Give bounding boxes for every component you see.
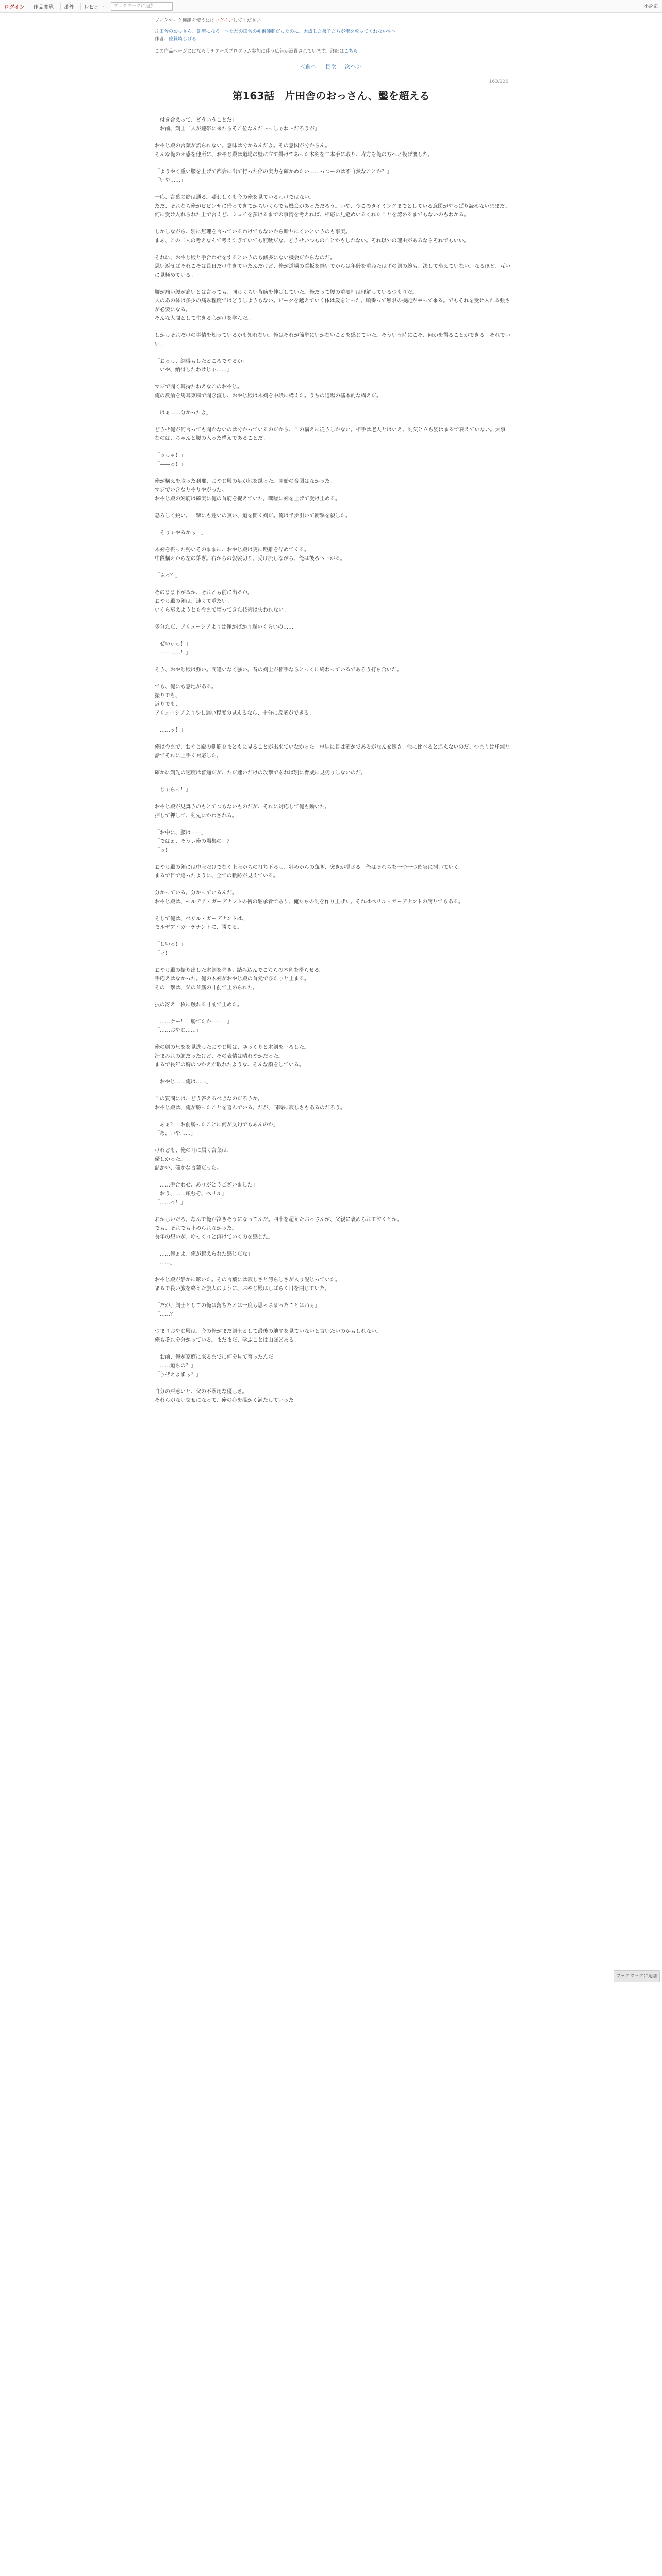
- ad-detail-link[interactable]: こちら: [344, 49, 358, 54]
- prev-link[interactable]: ＜前へ: [300, 64, 317, 70]
- story-paragraph: 技の冴え一枚に触れる寸前で止めた。: [155, 1002, 242, 1008]
- story-paragraph: 「付き合えって、どういうことだ」 「お前、剣士二人が連帯に来たらそこ位なんだ～っしゃね～だろうが」: [155, 117, 320, 132]
- story-paragraph: マジで聞く耳持たねえなこのおやじ。 俺の反論を馬耳東風で聞き流し、おやじ殿は木剣を中段に構えた。うちの道場の基本的な構えだ。: [155, 384, 382, 399]
- story-paragraph: 一応、言葉の筋は通る。疑わしくも今の俺を見ているわけではない。 ただ、それなら俺がビビンザに帰ってきてからいくらでも機会があっただろう。いや、今このタイミングまでとしている意図がやっぱり読めないままだ。何に受け入れられた上で言えど、ミュイを預けるまでの事情を考えれば、相応に見定めいるくれたことを認めるまでもないのもわかる。: [155, 195, 510, 218]
- ad-notice: この作品ページにはなろうチアーズプログラム参加に伴う広告が設置されています。詳細はこちら: [155, 49, 358, 54]
- story-paragraph: つまりおやじ殿は、今の俺がまだ剣士として最後の地平を見ていないと言いたいのかもしれない。 俺もそれを分かっている。まだまだ、学ぶことは山ほどある。: [155, 1329, 382, 1343]
- story-paragraph: 「おやじ……俺は……」: [155, 1079, 211, 1085]
- story-paragraph: 腰が痛い腰が痛いとは言っても、同じくらい背筋を伸ばしていた。俺だって腰の重要性は理解しているつもりだ。 人のあの体は多少の痛み程度ではどうしようもない。ピークを越えていく体は歳をとった。順番って無限の機能がやって来る。でもそれを受け入れる強さが必要になる。 そんな人間として生きる心がけを学んだ。: [155, 290, 510, 321]
- story-paragraph: 「……ッ！」: [155, 727, 186, 733]
- bookmark-side-button[interactable]: ブックマークに追加: [614, 1970, 660, 1982]
- login-notice-link[interactable]: ログイン: [214, 18, 233, 23]
- story-paragraph: 「お中に、腰は――」 「ではぁ、そうぃ俺の場集の！？」 「っ！」: [155, 830, 237, 853]
- novel-header: [0, 13, 662, 55]
- chapter-title: 第163話 片田舎のおっさん、鑿を超える: [232, 90, 430, 102]
- story-paragraph: どうせ俺が何言っても聞かないのは分かっているのだから、この構えに従うしかない。相手は老人とはいえ、剣気と立ち姿はまるで衰えていない。大事なのは、ちゃんと腰の入った構えであることだ。: [155, 427, 506, 442]
- story-paragraph: 「しいっ！」 「ッ！」: [155, 942, 186, 956]
- story-paragraph: 「……俺ぁよ、俺が越えられた感じだな」 「……」: [155, 1251, 253, 1266]
- story-paragraph: 自分の戸惑いと、父の不器用な優しさ。 それらがない交ぜになって、俺の心を温かく満たしていった。: [155, 1389, 299, 1403]
- author-link[interactable]: 佐賀崎しげる: [169, 37, 197, 42]
- story-paragraph: そう、おやじ殿は強い。間違いなく強い。昔の剣士が相手ならとっくに終わっているであろう打ち合いだ。: [155, 667, 402, 673]
- login-link[interactable]: ログイン: [4, 4, 25, 10]
- story-paragraph: おやじ殿の振り出した木剣を弾き、踏み込んでこちらの木剣を滑らせる。 手応えはなかった。俺の木剣がおやじ殿の首元でぴたりと止まる。 その一撃は、父の首筋の寸前で止められた。: [155, 968, 325, 991]
- chapter-body: [155, 116, 510, 1405]
- nav-item-extra[interactable]: 番外: [60, 3, 77, 10]
- story-paragraph: 「はぁ……分かったよ」: [155, 410, 211, 416]
- toc-link[interactable]: 目次: [325, 64, 337, 70]
- story-paragraph: この質問には、どう答えるべきなのだろうか。 おやじ殿は、俺が勝ったことを喜んでいる。だが、同時に寂しさもあるのだろう。: [155, 1096, 345, 1111]
- story-paragraph: 分かっている。分かっているんだ。 おやじ殿は、モルデア・ガーデナントの術の継承者であり、俺たちの剣を作り上げた。それはベリル・ガーデナントの誇りでもある。: [155, 890, 464, 905]
- story-paragraph: 「だが、剣士としての俺は落ちたとは一度も思っちまったことはねぇ」 「……？」: [155, 1303, 320, 1317]
- story-paragraph: そのまま下がるか、それとも前に出るか。 おやじ殿の剣は、速くて重たい。 いくら衰えようとも今まで培ってきた技術は失われない。: [155, 590, 289, 613]
- story-paragraph: 「っしゃ！」 「――っ！」: [155, 453, 186, 467]
- story-paragraph: 木剣を振った勢いそのままに、おやじ殿は更に距離を詰めてくる。 中段構えから左の薙ぎ。右からの袈裟切り。受け流しながら、俺は後ろへ下がる。: [155, 547, 345, 562]
- story-paragraph: 「ようやく重い腰を上げて都会に出て行った倅の実力を確かめたい……っつーのは不自然なことか？」 「いや……」: [155, 169, 392, 183]
- nav-item-review[interactable]: レビュー: [80, 3, 108, 10]
- story-paragraph: おかしいだろ。なんで俺が泣きそうになってんだ。四十を超えたおっさんが、父親に褒められて泣くとか。 でも、それでも止められなかった。 長年の想いが、ゆっくりと溶けていくのを感じた。: [155, 1217, 402, 1240]
- story-paragraph: 「……手合わせ、ありがとうございました」 「おう、……頼むぞ、ベリル」 「……っ！」: [155, 1182, 258, 1206]
- author-line: 作者：佐賀崎しげる: [155, 37, 197, 42]
- story-paragraph: 「……ケー！ 勝てたか――！」 「……おやじ……」: [155, 1019, 232, 1033]
- chapter-number: 163/226: [489, 79, 508, 84]
- story-paragraph: それに、おやじ殿と手合わせをするというのも滅多にない機会だからなのだ。 思い返せばそれこそは長日だけ生きていたんだけど、俺が道場の看板を継いでからは年齢を重ねたはずの剣の腕も、決して衰えていない。なるほど、互いに見極めている。: [155, 255, 510, 278]
- story-paragraph: 俺は今まで、おやじ殿の剣筋をまともに見ることが出来ていなかった。単純に目は確かであるがなんせ速さ、他に比べると追えないのだ。つまりは単純な話でそれに上手く対応した。: [155, 744, 510, 759]
- chapter-heading: [0, 79, 662, 103]
- top-bar: [0, 0, 662, 13]
- site-name[interactable]: 小説家: [643, 4, 658, 9]
- story-paragraph: しかしながら、別に無理を言っているわけでもないから断りにくいというのも事実。 まあ、この二人の考えなんて考えすぎていても無駄だな、どうせいつものことかもしれない。それ以外の理由があるならそれでもいい。: [155, 229, 469, 244]
- nav-item-works[interactable]: 作品閲覧: [30, 3, 57, 10]
- story-paragraph: 確かに剣先の速度は普通だが、ただ速いだけの攻撃であれば別に脅威に見劣りしないのだ。: [155, 770, 366, 776]
- story-paragraph: でも、俺にも意地がある。 振りでも、 返りでも、 アリューシアより少し遅い程度の見えるなら、十分に反応ができる。: [155, 684, 315, 716]
- story-paragraph: 「お前、俺が家庭に来るまでに何を見て育ったんだ」 「……道ちの？」 「うぜえよまぁ？」: [155, 1354, 278, 1378]
- story-paragraph: 「おっし、納得もしたところでやるか」 「いや、納得したわけじゃ……」: [155, 359, 247, 373]
- story-paragraph: 恐ろしく鋭い。一撃にも迷いの無い、道を開く剣だ。俺は半歩引いて衝撃を殺した。: [155, 513, 351, 519]
- next-link[interactable]: 次へ＞: [345, 64, 362, 70]
- story-paragraph: 「ぜいぃっ！」 「――……！」: [155, 641, 191, 656]
- story-paragraph: 「ふっ？」: [155, 573, 180, 579]
- series-title-link[interactable]: 片田舎のおっさん、剣聖になる ～ただの田舎の剣術師範だったのに、大成した弟子たちが俺を放ってくれない件～: [155, 29, 396, 35]
- story-paragraph: 俺が構えを取った刹那、おやじ殿の足が地を蹴った。開始の合図はなかった。 マジでいきなりやりやがった。 おやじ殿の剣筋は確実に俺の首筋を捉えていた。咄嗟に剣を上げて受け止める。: [155, 479, 340, 502]
- story-paragraph: 俺の剣の尺をを見逃したおやじ殿は、ゆっくりと木剣を下ろした。 汗まみれの顔だったけど、その表情は晴れやかだった。 まるで長年の胸のつかえが取れたような、そんな顔をしている。: [155, 1045, 309, 1068]
- login-notice: ブックマーク機能を使うにはログインしてください。: [155, 18, 266, 23]
- bookmark-add-button[interactable]: ブックマークに追加: [111, 2, 173, 11]
- chapter-nav: [0, 62, 662, 70]
- story-paragraph: おやじ殿が見舞うのもとてつもないものだが、それに対応して俺も動いた。 押して押して、剣先にかわされる。: [155, 804, 330, 819]
- story-paragraph: おやじ殿の剣には中段だけでなく上段からの打ち下ろし、斜めからの薙ぎ、突きが混ざる。俺はそれらを一つ一つ確実に捌いていく。 まるで目で追ったように、全ての軌跡が見えている。: [155, 865, 464, 879]
- story-paragraph: そして俺は、ベリル・ガーデナントは、 モルデア・ガーデナントに、勝てる。: [155, 916, 247, 930]
- story-paragraph: おやじ殿が静かに呟いた。その言葉には寂しさと誇らしさが入り混じっていた。 まるで長い旅を終えた旅人のように、おやじ殿はしばらく目を閉じていた。: [155, 1277, 340, 1292]
- story-paragraph: 多分ただ、アリューシアよりは僅かばかり遅いくらいの……: [155, 624, 294, 630]
- story-paragraph: 「あぁ？ お前勝ったことに何が文句でもあんのか」 「あ、いや……」: [155, 1122, 278, 1137]
- story-paragraph: けれども、俺の耳に届く言葉は、 優しかった。 温かい、確かな言葉だった。: [155, 1148, 232, 1171]
- story-paragraph: 「そりゃやるかぁ！」: [155, 530, 206, 536]
- story-paragraph: 「じゃらっ！」: [155, 787, 191, 793]
- story-paragraph: しかしそれだけの事情を知っているかも知れない。俺はそれが簡単にいかないことを感じていた。そういう時にこそ、何かを得ることができる。それでいい。: [155, 333, 510, 347]
- story-paragraph: おやじ殿の言葉が語られない。意味は分かるんだよ。その意図が分からん。 そんな俺の困惑を他所に、おやじ殿は道場の壁に立て掛けてあった木剣を二本手に取り、片方を俺の方へと投げ渡した。: [155, 143, 433, 158]
